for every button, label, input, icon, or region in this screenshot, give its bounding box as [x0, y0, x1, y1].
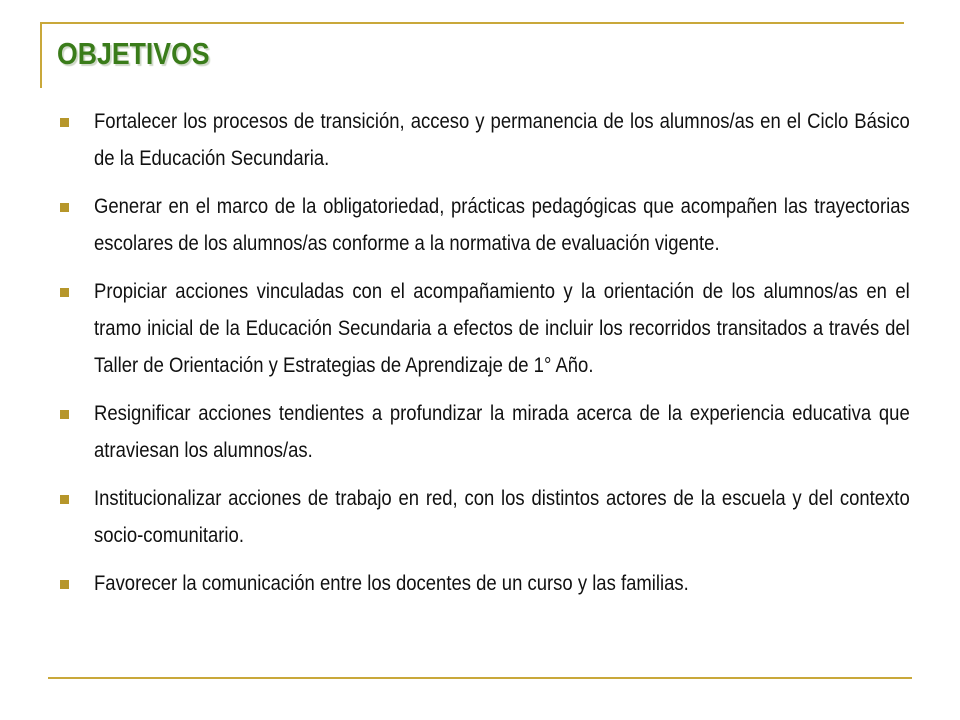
square-bullet-icon: [60, 580, 69, 589]
square-bullet-icon: [60, 288, 69, 297]
objective-item: [60, 103, 910, 177]
objective-item: [60, 565, 910, 602]
objective-item: [60, 395, 910, 469]
objective-text: Generar en el marco de la obligatoriedad, prácticas pedagógicas que acompañen las trayectorias escolares de los alumnos/as conforme a la normativa de evaluación vigente.: [94, 195, 910, 255]
objective-text: Favorecer la comunicación entre los docentes de un curso y las familias.: [94, 572, 689, 595]
square-bullet-icon: [60, 203, 69, 212]
bottom-border-line: [48, 677, 912, 679]
objective-item: [60, 188, 910, 262]
objectives-list: [60, 103, 910, 613]
top-border-line: [40, 22, 904, 24]
square-bullet-icon: [60, 495, 69, 504]
objective-item: [60, 480, 910, 554]
slide-title: OBJETIVOS: [57, 36, 210, 71]
left-border-line: [40, 22, 42, 88]
objective-item: [60, 273, 910, 384]
objective-text: Institucionalizar acciones de trabajo en red, con los distintos actores de la escuela y del contexto socio-comunitario.: [94, 487, 910, 547]
square-bullet-icon: [60, 410, 69, 419]
objective-text: Fortalecer los procesos de transición, acceso y permanencia de los alumnos/as en el Ciclo Básico de la Educación Secundaria.: [94, 110, 910, 170]
objective-text: Propiciar acciones vinculadas con el acompañamiento y la orientación de los alumnos/as en el tramo inicial de la Educación Secundaria a efectos de incluir los recorridos transitados a través del Taller de Orientación y Estrategias de Aprendizaje de 1° Año.: [94, 280, 910, 377]
objective-text: Resignificar acciones tendientes a profundizar la mirada acerca de la experiencia educativa que atraviesan los alumnos/as.: [94, 402, 910, 462]
square-bullet-icon: [60, 118, 69, 127]
